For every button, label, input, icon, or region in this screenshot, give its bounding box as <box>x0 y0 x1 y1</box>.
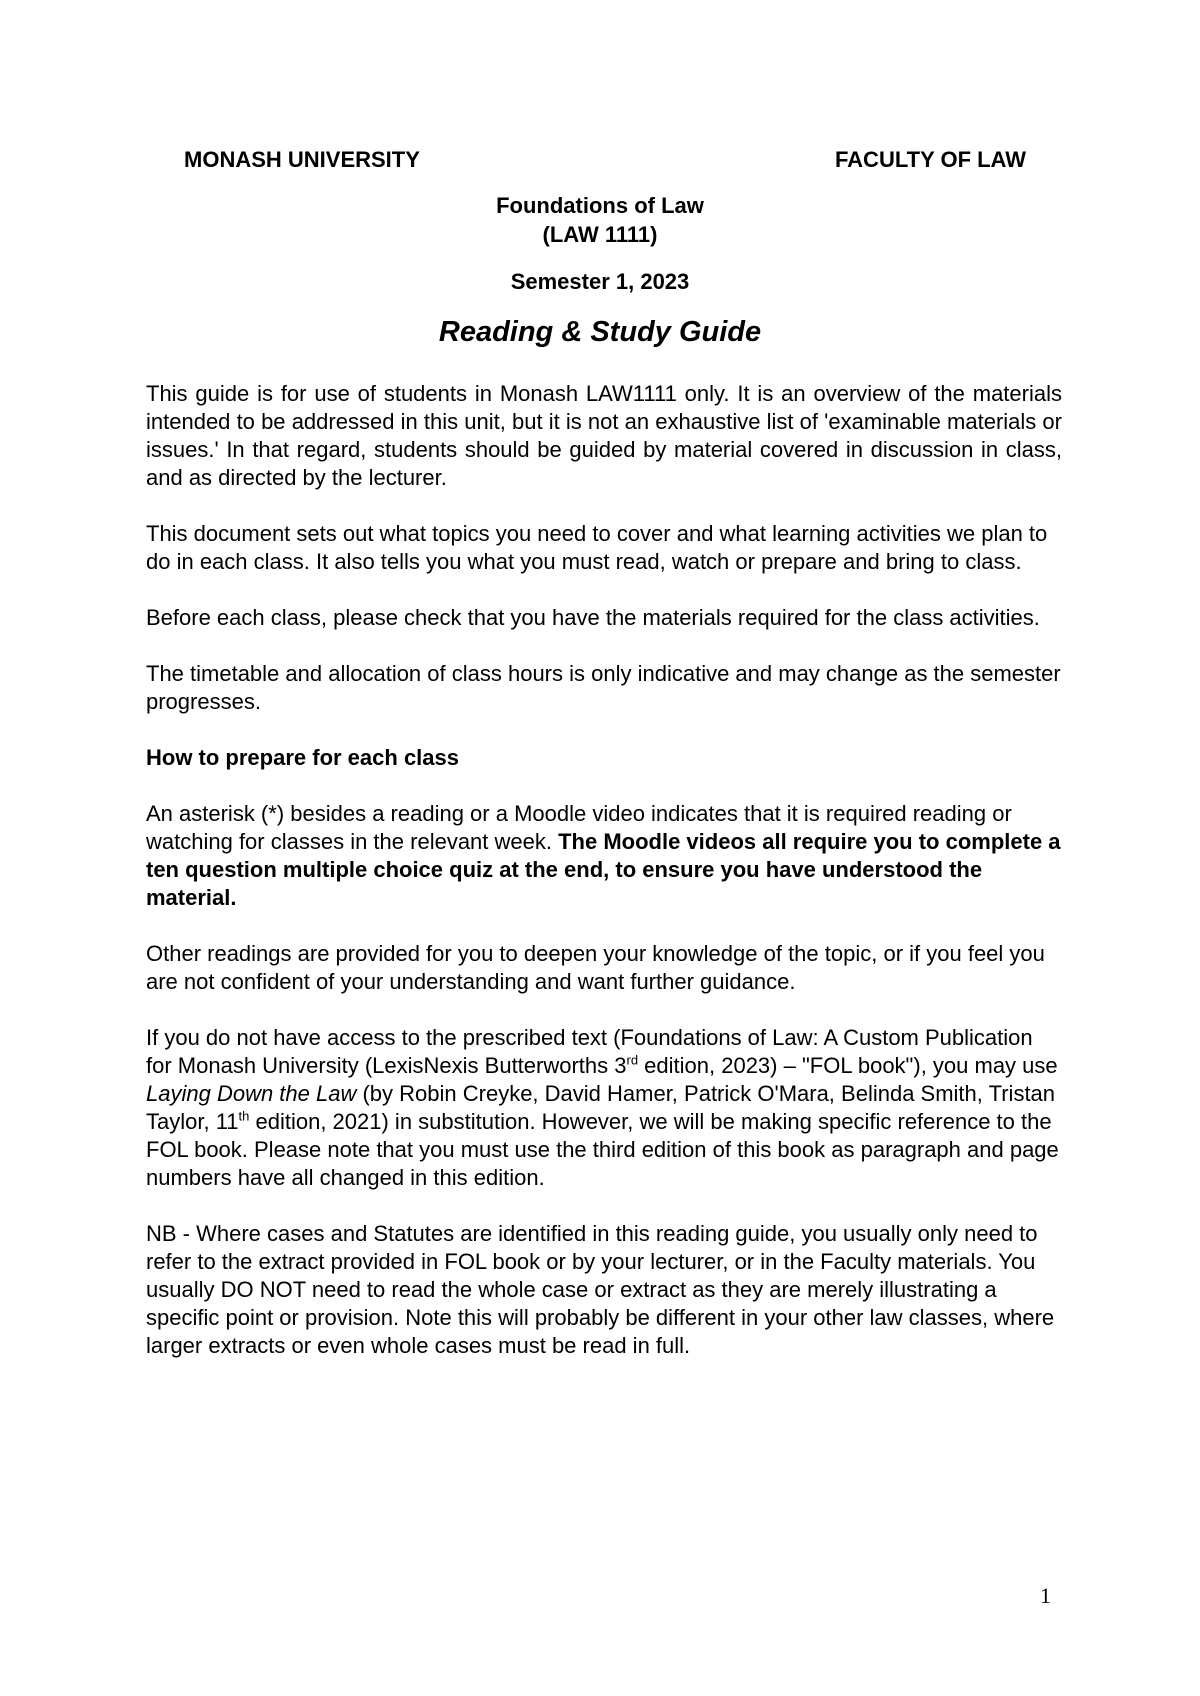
prescribed-text-part-a: If you do not have access to the prescribed text (Foundations of Law: A Custom Publication for Monash University (LexisNexis Butterworths 3 <box>146 1025 1033 1078</box>
topics-paragraph: This document sets out what topics you need to cover and what learning activities we plan to do in each class. It also tells you what you must read, watch or prepare and bring to class. <box>146 521 1048 574</box>
asterisk-text: An asterisk (*) besides a reading or a Moodle video indicates that it is required reading or watching for classes in the relevant week. <box>146 801 1012 854</box>
semester-label: Semester 1, 2023 <box>510 269 690 294</box>
document-body <box>146 380 1062 1388</box>
nb-paragraph: NB - Where cases and Statutes are identified in this reading guide, you usually only need to refer to the extract provided in FOL book or by your lecturer, or in the Faculty materials. You usually DO NOT need to read the whole case or extract as they are merely illustrating a specific point or provision. Note this will probably be different in your other law classes, where larger extracts or even whole cases must be read in full. <box>146 1221 1055 1358</box>
prescribed-text-part-d: edition, 2021) in substitution. However, we will be making specific reference to the FOL book. Please note that you must use the third edition of this book as paragraph and page numbers have all changed in this edition. <box>146 1109 1059 1190</box>
materials-paragraph: Before each class, please check that you have the materials required for the class activities. <box>146 605 1040 630</box>
ordinal-suffix: rd <box>626 1052 639 1068</box>
document-header <box>184 146 1026 174</box>
prescribed-text-part-c: (by Robin Creyke, David Hamer, Patrick O'Mara, Belinda Smith, Tristan Taylor, 11 <box>146 1081 1056 1134</box>
faculty-name: FACULTY OF LAW <box>834 147 1026 172</box>
alternate-book-title: Laying Down the Law <box>146 1081 357 1106</box>
quiz-requirement-text: The Moodle videos all require you to complete a ten question multiple choice quiz at the end, to ensure you have understood the material. <box>146 829 1061 910</box>
timetable-paragraph: The timetable and allocation of class hours is only indicative and may change as the semester progresses. <box>146 661 1061 714</box>
page-number: 1 <box>1040 1583 1051 1608</box>
prescribed-text-part-b: edition, 2023) – "FOL book"), you may use <box>638 1053 1058 1078</box>
other-readings-paragraph: Other readings are provided for you to deepen your knowledge of the topic, or if you feel you are not confident of your understanding and want further guidance. <box>146 941 1045 994</box>
section-heading: How to prepare for each class <box>146 745 459 770</box>
intro-paragraph: This guide is for use of students in Monash LAW1111 only. It is an overview of the materials intended to be addressed in this unit, but it is not an exhaustive list of 'examinable materials or issues.' In that regard, students should be guided by material covered in discussion in class, and as directed by the lecturer. <box>146 381 1062 490</box>
prescribed-text-paragraph <box>146 1024 1062 1192</box>
university-name: MONASH UNIVERSITY <box>184 147 420 172</box>
course-code: (LAW 1111) <box>542 222 658 247</box>
asterisk-paragraph <box>146 800 1062 912</box>
ordinal-suffix: th <box>238 1108 250 1124</box>
course-title: Foundations of Law <box>496 193 704 218</box>
guide-title: Reading & Study Guide <box>438 316 762 348</box>
